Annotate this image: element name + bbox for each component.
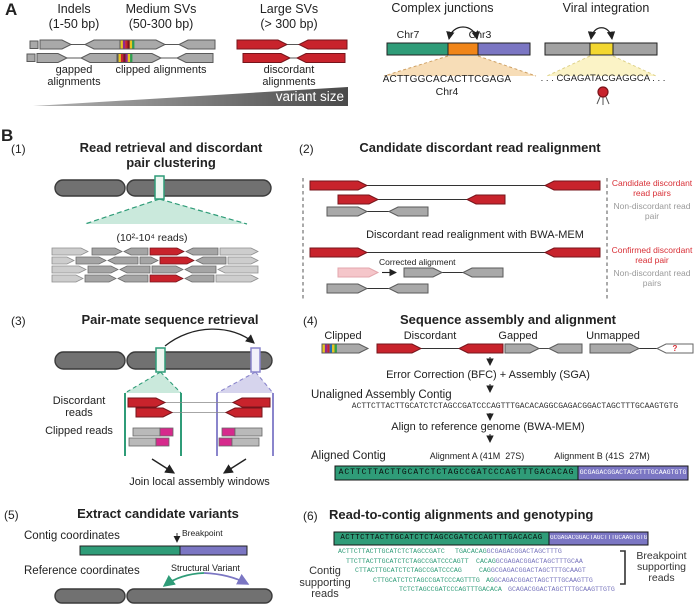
contig-supporting-label: Contig supporting reads <box>299 565 351 600</box>
discordant-caption: discordant alignments <box>262 64 316 88</box>
medium-svs-range: (50-300 bp) <box>128 17 194 31</box>
junction-sequence: ACTTGGCACACTTCGAGA <box>382 74 512 85</box>
reference-coordinates-label: Reference coordinates <box>24 565 140 577</box>
contig-read: CTTACTTGCATCTCTAGCCGATCCCAG <box>355 567 462 574</box>
read-purple-part: GCGAGACGGACTAGCTTTGCAAGT <box>490 567 586 574</box>
alignment-a-label: Alignment A (41M 27S) <box>429 451 525 461</box>
clipped-caption: clipped alignments <box>115 64 207 76</box>
contig-coordinates-label: Contig coordinates <box>24 530 120 542</box>
contig-seq-b: GCGAGACGGACTAGCTTTGCAAGTGTG <box>550 535 647 541</box>
large-svs-range: (> 300 bp) <box>260 17 318 31</box>
green-window-bracket <box>156 348 165 372</box>
read-purple-part: GCAGACGGACTAGCTTTGCAAGTTG <box>493 576 593 584</box>
read-purple-part: GCGAGACGGACTAGCTTTG <box>486 548 562 555</box>
step3-number: (3) <box>11 314 26 328</box>
step2-number: (2) <box>299 142 314 156</box>
read-purple-part: GCAGACGGACTAGCTTTGCAAGTTGTG <box>508 586 615 593</box>
read-green-part: AG <box>486 576 494 584</box>
indels-range: (1-50 bp) <box>48 17 100 31</box>
non-discordant-label-2: Non-discordant read pairs <box>613 268 691 288</box>
virus-icon <box>597 87 609 105</box>
unmapped-read-icon <box>590 344 639 353</box>
aligned-contig-label: Aligned Contig <box>311 450 386 462</box>
breakpoint-label: Breakpoint <box>182 528 223 538</box>
gapped-read-icon <box>505 344 539 353</box>
type-unmapped: Unmapped <box>586 330 640 342</box>
step1-number: (1) <box>11 142 26 156</box>
step1-title: Read retrieval and discordant pair clustering <box>79 140 263 170</box>
alignment-b-label: Alignment B (41S 27M) <box>554 451 650 461</box>
step6-title: Read-to-contig alignments and genotyping <box>329 507 594 522</box>
sv-arc-left <box>164 573 204 586</box>
align-reference-label: Align to reference genome (BWA-MEM) <box>391 421 585 433</box>
variant-size-label: variant size <box>275 89 344 104</box>
breakpoint-read <box>508 586 615 594</box>
sv-arc-right <box>204 573 248 584</box>
error-correction-label: Error Correction (BFC) + Assembly (SGA) <box>386 369 590 381</box>
step5-title: Extract candidate variants <box>77 506 239 521</box>
gapped-alignments-icon <box>27 40 120 63</box>
region-bracket <box>155 176 164 199</box>
aligned-seq-a: ACTTCTTACTTGCATCTCTAGCCGATCCCAGTTTGACACAG <box>338 468 575 477</box>
clipped-reads-icons <box>129 428 262 446</box>
complex-junctions-title: Complex junctions <box>391 1 494 15</box>
indels-title: Indels <box>57 2 91 16</box>
step1-art <box>52 176 271 282</box>
panel-b-label: B <box>1 126 14 145</box>
panel-a-label: A <box>5 0 18 19</box>
contig-read: CTTGCATCTCTAGCCGATCCCAGTTTG <box>373 576 480 584</box>
chr3-label: Chr3 <box>468 29 492 41</box>
breakpoint-read <box>479 567 586 575</box>
read-pile <box>52 248 258 282</box>
read-purple-part: GCGAGACGGACTAGCTTTGCAA <box>495 557 583 565</box>
viral-integration-icon <box>545 28 657 105</box>
read-green-part: CACAG <box>476 557 496 565</box>
breakpoint-read <box>455 548 562 556</box>
unmapped-question-mark: ? <box>672 344 678 353</box>
contig-read: TTCTTACTTGCATCTCTAGCCGATCCCAGTT <box>346 557 469 565</box>
medium-svs-title: Medium SVs <box>125 2 197 16</box>
step3-title: Pair-mate sequence retrieval <box>81 312 259 327</box>
step5-number: (5) <box>4 508 19 522</box>
join-windows-label: Join local assembly windows <box>129 476 270 488</box>
contig-read: ACTTCTTACTTGCATCTCTAGCCGATC <box>338 548 445 555</box>
corrected-alignment-label: Corrected alignment <box>379 257 456 267</box>
structural-variant-label: Structural Variant <box>171 563 240 573</box>
large-svs-title: Large SVs <box>259 2 319 16</box>
step2-title: Candidate discordant read realignment <box>359 140 601 155</box>
discordant-read-icon <box>377 344 421 353</box>
read-green-part: TGACACAG <box>455 548 487 555</box>
breakpoint-bracket <box>620 551 625 584</box>
unaligned-contig-label: Unaligned Assembly Contig <box>311 389 452 401</box>
breakpoint-supporting-label: Breakpoint supporting reads <box>636 550 687 584</box>
mate-arc-arrow <box>165 329 254 346</box>
chromosome <box>55 180 125 196</box>
candidate-discordant-label: Candidate discordant read pairs <box>611 178 693 198</box>
discordant-alignments-icon <box>237 40 347 63</box>
breakpoint-read <box>476 558 583 566</box>
step4-number: (4) <box>303 314 318 328</box>
faded-read <box>338 268 378 277</box>
gapped-caption: gapped alignments <box>47 64 101 88</box>
contig-bar-purple <box>180 546 247 555</box>
chr4-label: Chr4 <box>435 86 459 98</box>
step1-reads-note: (10²-10⁴ reads) <box>116 232 188 244</box>
type-clipped: Clipped <box>324 330 362 342</box>
contig-read: TCTCTAGCCGATCCCAGTTTGACACA <box>399 586 502 593</box>
type-gapped: Gapped <box>498 330 538 342</box>
viral-integration-title: Viral integration <box>562 1 650 15</box>
read-green-part: CAG <box>479 567 491 574</box>
unaligned-contig-sequence: ACTTCTTACTTGCATCTCTAGCCGATCCCAGTTTGACACAGGCGAGACGGACTAGCTTTGCAAGTGTG <box>351 402 679 411</box>
purple-window-bracket <box>251 348 260 372</box>
step6-number: (6) <box>303 509 318 523</box>
clipped-reads-label: Clipped reads <box>45 425 113 437</box>
chr7-label: Chr7 <box>396 29 420 41</box>
non-discordant-label-1: Non-discordant read pair <box>613 201 691 221</box>
step4-title: Sequence assembly and alignment <box>399 312 617 327</box>
discordant-reads-label: Discordant reads <box>52 395 106 419</box>
contig-seq-a: ACTTCTTACTTGCATCTCTAGCCGATCCCAGTTTGACACAG <box>340 534 543 542</box>
type-discordant: Discordant <box>403 330 457 342</box>
viral-sequence: . . . CGAGATACGAGGCA . . . <box>540 73 666 84</box>
clipped-alignments-icon <box>118 40 215 63</box>
confirmed-discordant-label: Confirmed discordant read pair <box>611 245 693 265</box>
contig-bar-green <box>80 546 180 555</box>
aligned-seq-b: GCGAGACGGACTAGCTTTGCAAGTGTG <box>579 469 687 476</box>
breakpoint-read <box>486 577 593 585</box>
bwa-mem-realignment-label: Discordant read realignment with BWA-MEM <box>366 229 584 241</box>
